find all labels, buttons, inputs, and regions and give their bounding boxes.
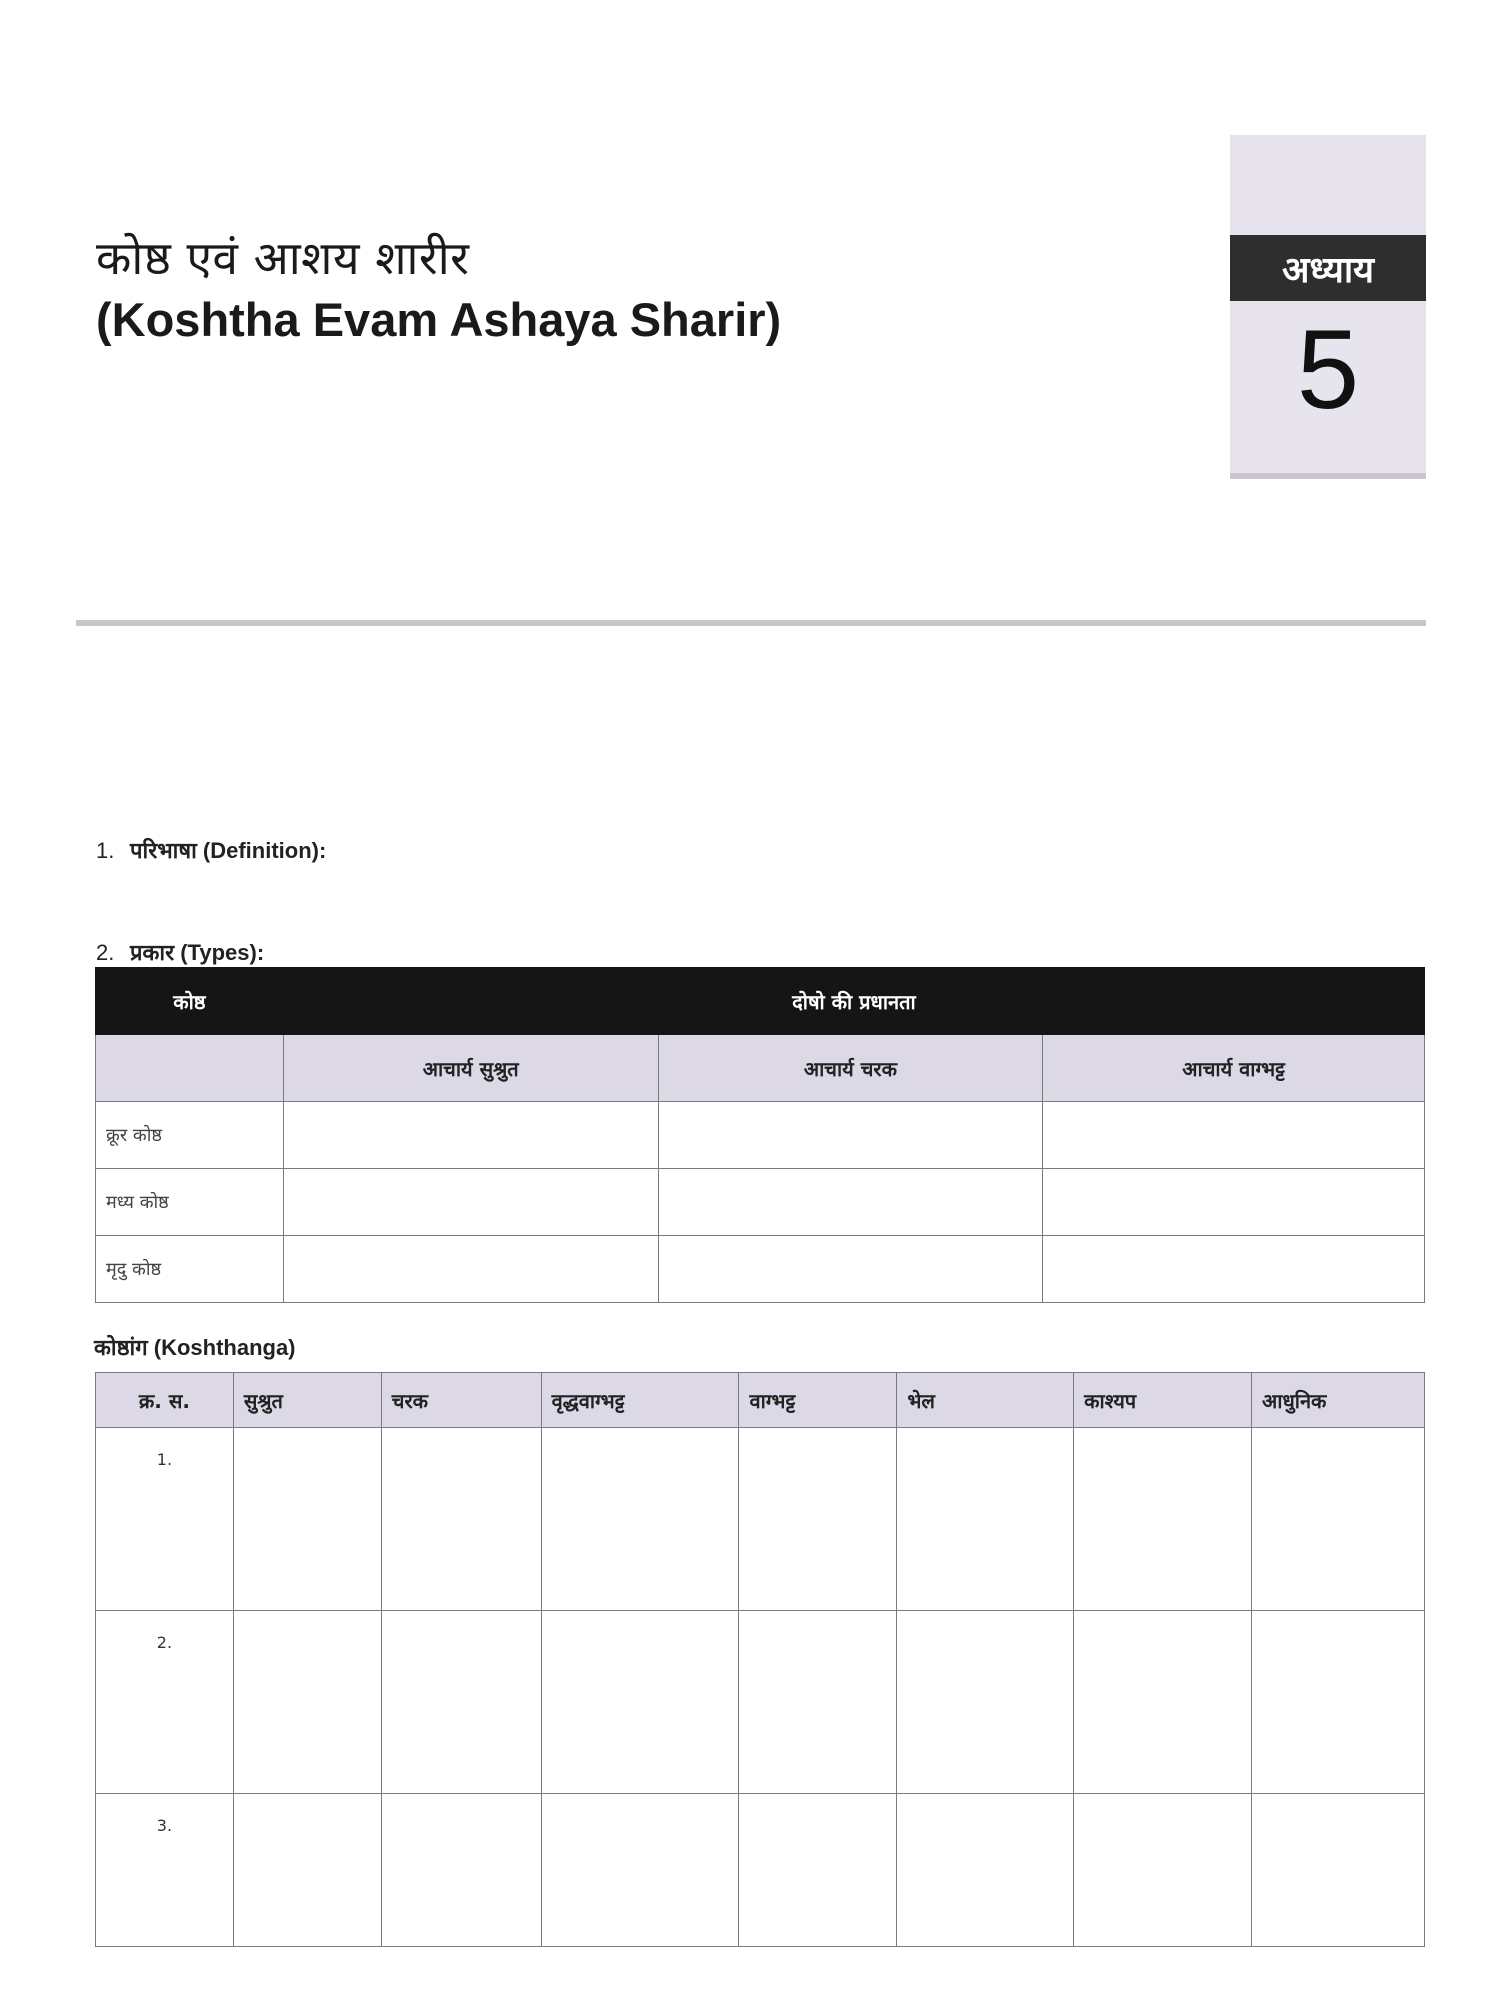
- serial-number-header: क्र. स.: [96, 1373, 234, 1428]
- blank-cell[interactable]: [1074, 1794, 1252, 1947]
- types-number: 2.: [96, 940, 115, 965]
- types-table: [95, 967, 1425, 1303]
- blank-cell[interactable]: [1074, 1428, 1252, 1611]
- row-number: 1.: [96, 1428, 234, 1611]
- blank-cell[interactable]: [541, 1611, 739, 1794]
- blank-cell[interactable]: [1252, 1611, 1425, 1794]
- chapter-title-english: (Koshtha Evam Ashaya Sharir): [96, 293, 782, 346]
- blank-cell[interactable]: [381, 1428, 541, 1611]
- blank-cell[interactable]: [739, 1794, 897, 1947]
- blank-cell[interactable]: [381, 1794, 541, 1947]
- chapter-label: अध्याय: [1230, 235, 1426, 301]
- modern-header: आधुनिक: [1252, 1373, 1425, 1428]
- row-label: मध्य कोष्ठ: [96, 1169, 284, 1236]
- koshthanga-row: [96, 1794, 1425, 1947]
- types-subheader-row: [96, 1035, 1425, 1102]
- chapter-marker: [1230, 135, 1426, 473]
- chapter-title-hindi: कोष्ठ एवं आशय शारीर: [96, 231, 470, 285]
- charaka-header: चरक: [381, 1373, 541, 1428]
- koshthanga-row: [96, 1428, 1425, 1611]
- blank-cell[interactable]: [283, 1102, 658, 1169]
- row-number: 2.: [96, 1611, 234, 1794]
- definition-heading: [96, 835, 326, 865]
- blank-cell[interactable]: [658, 1102, 1043, 1169]
- section-divider: [76, 620, 1426, 626]
- blank-cell[interactable]: [658, 1169, 1043, 1236]
- blank-cell[interactable]: [381, 1611, 541, 1794]
- chapter-number: 5: [1296, 307, 1360, 432]
- definition-label: परिभाषा (Definition):: [130, 838, 327, 863]
- sushruta-header: सुश्रुत: [233, 1373, 381, 1428]
- blank-cell[interactable]: [1252, 1428, 1425, 1611]
- blank-cell[interactable]: [541, 1428, 739, 1611]
- vagbhata-header: वाग्भट्ट: [739, 1373, 897, 1428]
- koshthanga-heading: कोष्ठांग (Koshthanga): [94, 1335, 296, 1360]
- blank-cell[interactable]: [233, 1611, 381, 1794]
- chapter-marker-shadow: [1230, 473, 1426, 479]
- bhela-header: भेल: [897, 1373, 1074, 1428]
- row-label: मृदु कोष्ठ: [96, 1236, 284, 1303]
- koshthanga-table: [95, 1372, 1425, 1947]
- blank-cell[interactable]: [897, 1611, 1074, 1794]
- koshthanga-row: [96, 1611, 1425, 1794]
- blank-cell[interactable]: [541, 1794, 739, 1947]
- types-heading: [96, 937, 264, 967]
- blank-cell[interactable]: [1074, 1611, 1252, 1794]
- charaka-subheader: आचार्य चरक: [658, 1035, 1043, 1102]
- vriddha-vagbhata-header: वृद्धवाग्भट्ट: [541, 1373, 739, 1428]
- dosha-predominance-header: दोषो की प्रधानता: [283, 968, 1424, 1035]
- koshtha-column-header: कोष्ठ: [96, 968, 284, 1035]
- blank-cell[interactable]: [1252, 1794, 1425, 1947]
- row-label: क्रूर कोष्ठ: [96, 1102, 284, 1169]
- kashyapa-header: काश्यप: [1074, 1373, 1252, 1428]
- types-row: [96, 1169, 1425, 1236]
- blank-cell[interactable]: [1043, 1236, 1425, 1303]
- vagbhata-subheader: आचार्य वाग्भट्ट: [1043, 1035, 1425, 1102]
- types-label: प्रकार (Types):: [130, 940, 265, 965]
- types-row: [96, 1236, 1425, 1303]
- koshthanga-header-row: [96, 1373, 1425, 1428]
- blank-cell[interactable]: [658, 1236, 1043, 1303]
- blank-cell[interactable]: [1043, 1169, 1425, 1236]
- row-number: 3.: [96, 1794, 234, 1947]
- blank-cell[interactable]: [233, 1794, 381, 1947]
- blank-cell[interactable]: [283, 1169, 658, 1236]
- blank-cell[interactable]: [897, 1794, 1074, 1947]
- blank-cell[interactable]: [739, 1428, 897, 1611]
- types-header-row: [96, 968, 1425, 1035]
- blank-cell[interactable]: [897, 1428, 1074, 1611]
- blank-subheader-cell: [96, 1035, 284, 1102]
- sushruta-subheader: आचार्य सुश्रुत: [283, 1035, 658, 1102]
- blank-cell[interactable]: [233, 1428, 381, 1611]
- blank-cell[interactable]: [1043, 1102, 1425, 1169]
- blank-cell[interactable]: [283, 1236, 658, 1303]
- types-row: [96, 1102, 1425, 1169]
- blank-cell[interactable]: [739, 1611, 897, 1794]
- definition-number: 1.: [96, 838, 115, 863]
